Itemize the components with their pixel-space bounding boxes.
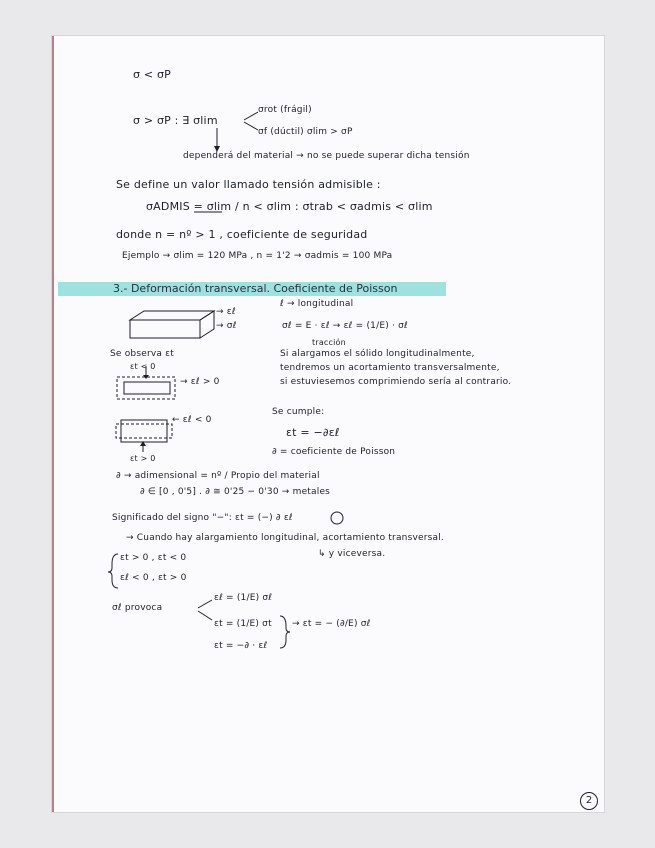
note-line: σf (dúctil) σlim > σP	[258, 127, 353, 137]
note-line: σ < σP	[133, 68, 171, 81]
note-line: → Cuando hay alargamiento longitudinal, acortamiento transversal.	[126, 533, 444, 543]
note-line: ∂ → adimensional = nº / Propio del material	[116, 471, 320, 481]
formula-line: εt = −∂ · εℓ	[214, 641, 268, 651]
note-line: Se define un valor llamado tensión admisible :	[116, 178, 381, 191]
formula-line: σℓ = E · εℓ → εℓ = (1/E) · σℓ	[282, 321, 408, 331]
note-line: Significado del signo "−": εt = (−) ∂ εℓ	[112, 513, 293, 523]
note-line: donde n = nº > 1 , coeficiente de seguridad	[116, 228, 368, 241]
section-title: 3.- Deformación transversal. Coeficiente de Poisson	[113, 282, 398, 295]
note-line: ∂ = coeficiente de Poisson	[272, 447, 396, 457]
note-line: ↳ y viceversa.	[318, 549, 386, 559]
note-line: εℓ < 0 , εt > 0	[120, 573, 187, 583]
note-line: ← εℓ < 0	[172, 415, 212, 425]
note-line: εt < 0	[130, 362, 156, 371]
formula-line: → εt = − (∂/E) σℓ	[292, 619, 371, 629]
note-line: tendremos un acortamiento transversalmente,	[280, 363, 500, 373]
note-line: Si alargamos el sólido longitudinalmente,	[280, 349, 475, 359]
note-line: σℓ provoca	[112, 603, 163, 613]
note-line: σrot (frágil)	[258, 105, 312, 115]
note-line: εt > 0 , εt < 0	[120, 553, 187, 563]
note-line: Se cumple:	[272, 407, 325, 417]
note-line: εt > 0	[130, 454, 156, 463]
formula-line: σADMIS = σlim / n < σlim : σtrab < σadmis < σlim	[146, 200, 433, 213]
note-line: si estuviesemos comprimiendo sería al contrario.	[280, 377, 512, 387]
note-line: ℓ → longitudinal	[280, 299, 354, 309]
formula-line: εt = −∂εℓ	[286, 426, 340, 439]
formula-line: εt = (1/E) σt	[214, 619, 272, 629]
note-line: → σℓ	[216, 321, 237, 331]
note-line: Se observa εt	[110, 349, 174, 359]
note-line: dependerá del material → no se puede superar dicha tensión	[183, 151, 470, 161]
note-line: σ > σP : ∃ σlim	[133, 114, 218, 127]
note-line: Ejemplo → σlim = 120 MPa , n = 1'2 → σadmis = 100 MPa	[122, 251, 393, 261]
note-line: → εℓ > 0	[180, 377, 220, 387]
page-number: 2	[580, 792, 598, 810]
note-line: → εℓ	[216, 307, 236, 317]
formula-line: εℓ = (1/E) σℓ	[214, 593, 273, 603]
note-line: ∂ ∈ [0 , 0'5] . ∂ ≅ 0'25 − 0'30 → metales	[140, 487, 331, 497]
note-line: tracción	[312, 338, 346, 347]
